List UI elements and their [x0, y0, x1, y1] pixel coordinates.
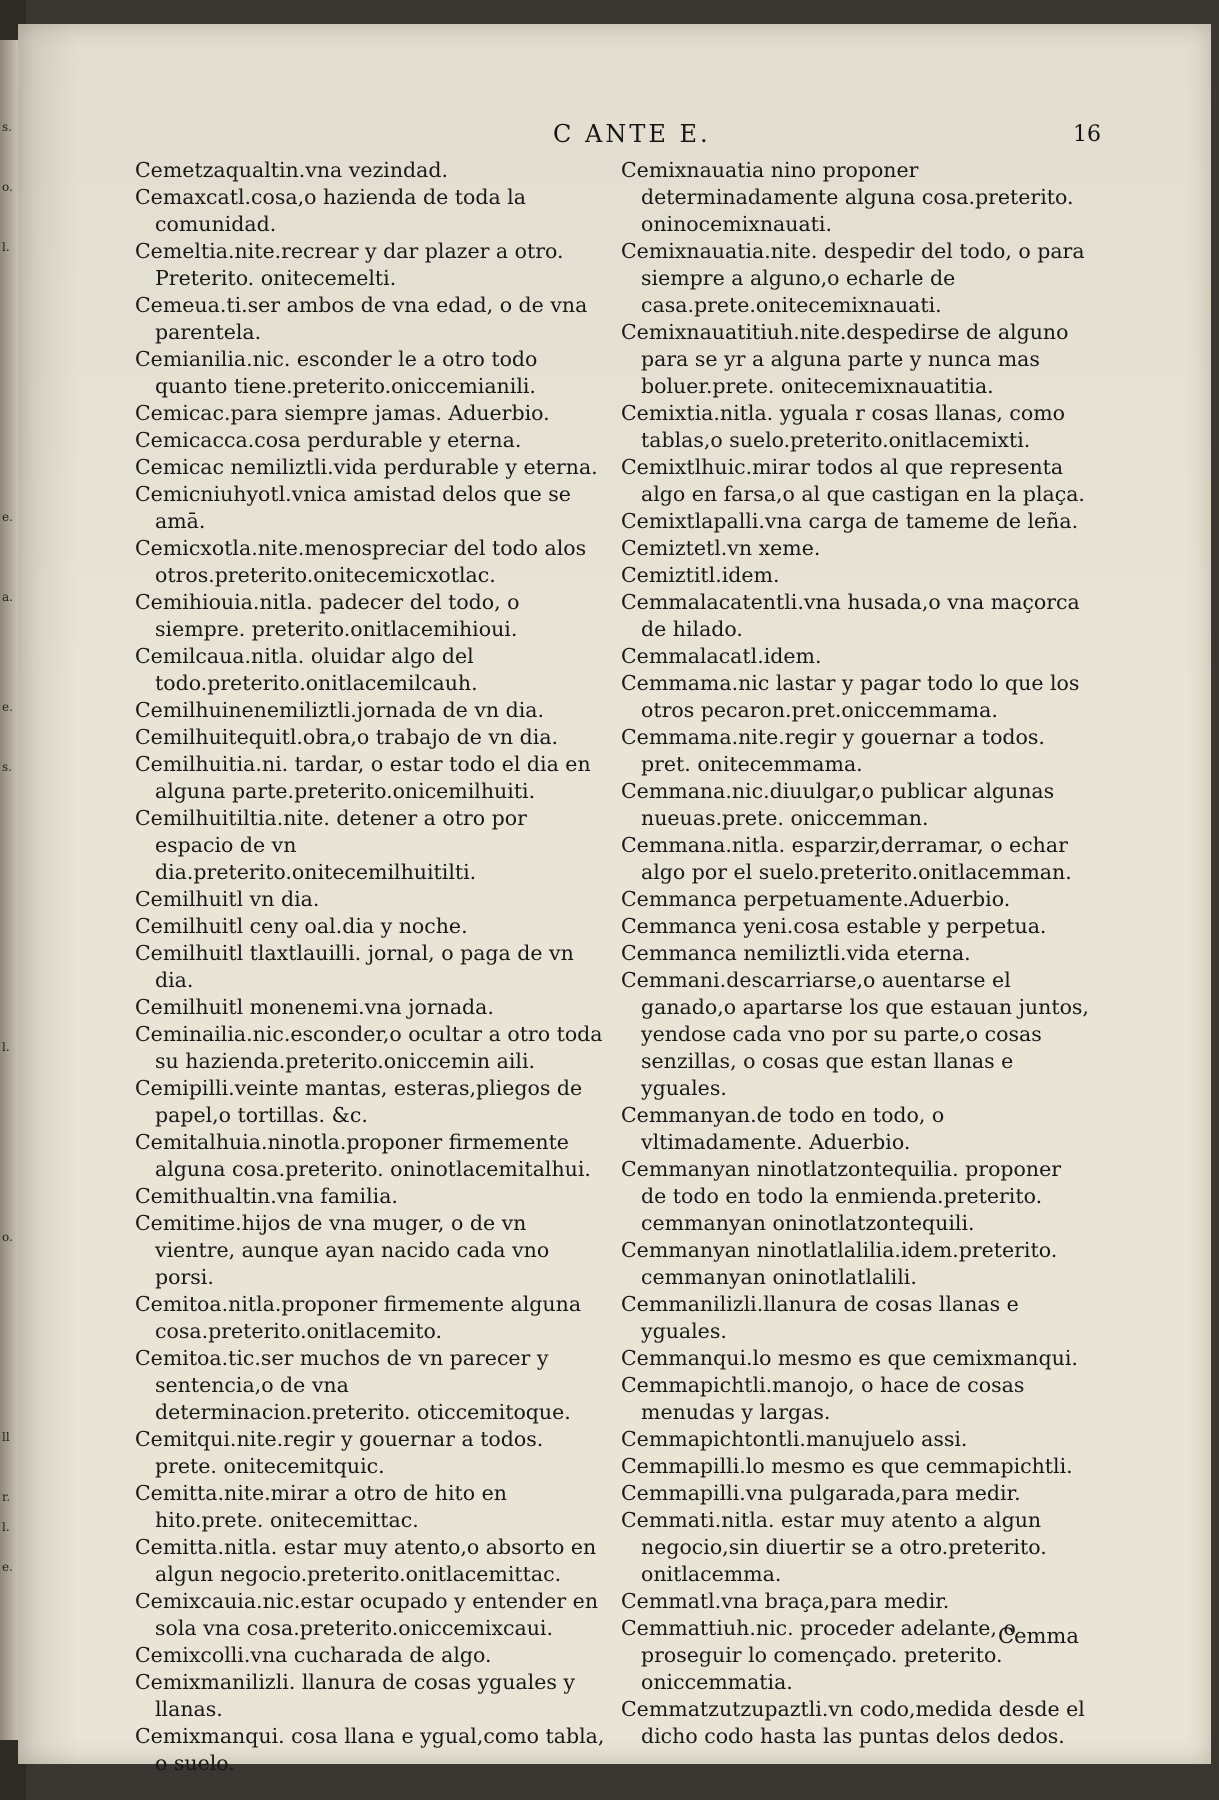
dictionary-entry: Cemmanca nemiliztli.vida eterna. — [621, 941, 971, 965]
dictionary-entry: Cemmatzutzupaztli.vn codo,medida desde el dicho codo hasta las puntas delos dedos. — [621, 1697, 1085, 1748]
dictionary-entry: Cemmanyan ninotlatzontequilia. proponer de todo en todo la enmienda.preterito. cemmanyan oninotlatzontequili. — [621, 1157, 1062, 1235]
margin-fragment: o. — [2, 180, 13, 194]
dictionary-entry: Cemihiouia.nitla. padecer del todo, o siempre. preterito.onitlacemihioui. — [135, 590, 520, 641]
dictionary-entry: Cemixnauatia nino proponer determinadamente alguna cosa.preterito. oninocemixnauati. — [621, 158, 1074, 236]
dictionary-entry: Cemmanilizli.llanura de cosas llanas e yguales. — [621, 1292, 1019, 1343]
dictionary-entry: Cemitalhuia.ninotla.proponer firmemente alguna cosa.preterito. oninotlacemitalhui. — [135, 1130, 591, 1181]
dictionary-entry: Cemmanca perpetuamente.Aduerbio. — [621, 887, 1011, 911]
dictionary-entry: Ceminailia.nic.esconder,o ocultar a otro toda su hazienda.preterito.oniccemin aili. — [135, 1022, 603, 1073]
dictionary-entry: Cemixnauatia.nite. despedir del todo, o para siempre a alguno,o echarle de casa.prete.onitecemixnauati. — [621, 239, 1085, 317]
dictionary-entry: Cemitta.nitla. estar muy atento,o absorto en algun negocio.preterito.onitlacemittac. — [135, 1535, 597, 1586]
dictionary-entry: Cemipilli.veinte mantas, esteras,pliegos de papel,o tortillas. &c. — [135, 1076, 583, 1127]
dictionary-entry: Cemicacca.cosa perdurable y eterna. — [135, 428, 522, 452]
dictionary-entry: Cemilhuitl vn dia. — [135, 887, 320, 911]
dictionary-entry: Cemixmanqui. cosa llana e ygual,como tabla, o suelo. — [135, 1724, 605, 1775]
dictionary-entry: Cemianilia.nic. esconder le a otro todo quanto tiene.preterito.oniccemianili. — [135, 347, 538, 398]
margin-fragment: ll — [2, 1430, 10, 1444]
dictionary-entry: Cemixnauatitiuh.nite.despedirse de alguno para se yr a alguna parte y nunca mas boluer.prete. onitecemixnauatitia. — [621, 320, 1069, 398]
dictionary-entry: Cemixtlapalli.vna carga de tameme de leña. — [621, 509, 1079, 533]
margin-fragment: s. — [2, 120, 12, 134]
margin-fragment: e. — [2, 1560, 13, 1574]
dictionary-entry: Cemilhuitl tlaxtlauilli. jornal, o paga de vn dia. — [135, 941, 574, 992]
dictionary-entry: Cemitqui.nite.regir y gouernar a todos. prete. onitecemitquic. — [135, 1427, 544, 1478]
dictionary-entry: Cemmapichtontli.manujuelo assi. — [621, 1427, 968, 1451]
dictionary-entry: Cemitoa.tic.ser muchos de vn parecer y sentencia,o de vna determinacion.preterito. oticcemitoque. — [135, 1346, 571, 1424]
dictionary-entry: Cemmama.nic lastar y pagar todo lo que los otros pecaron.pret.oniccemmama. — [621, 671, 1080, 722]
dictionary-entry: Cemmani.descarriarse,o auentarse el ganado,o apartarse los que estauan juntos, yendose cada vno por su parte,o cosas senzillas, o cosas que estan llanas e yguales. — [621, 968, 1089, 1100]
margin-fragment: o. — [2, 1230, 13, 1244]
dictionary-entry: Cemeua.ti.ser ambos de vna edad, o de vna parentela. — [135, 293, 588, 344]
margin-fragment: l. — [2, 1040, 10, 1054]
dictionary-entry: Cemmatl.vna braça,para medir. — [621, 1589, 950, 1613]
running-head: C ANTE E. — [553, 120, 711, 148]
dictionary-entry: Cemaxcatl.cosa,o hazienda de toda la comunidad. — [135, 185, 526, 236]
dictionary-entry: Cemiztetl.vn xeme. — [621, 536, 821, 560]
dictionary-entry: Cemithualtin.vna familia. — [135, 1184, 398, 1208]
folio-number: 16 — [1073, 122, 1101, 147]
dictionary-entry: Cemilcaua.nitla. oluidar algo del todo.preterito.onitlacemilcauh. — [135, 644, 478, 695]
dictionary-entry: Cemicac nemiliztli.vida perdurable y eterna. — [135, 455, 598, 479]
dictionary-entry: Cemixtlhuic.mirar todos al que representa algo en farsa,o al que castigan en la plaça. — [621, 455, 1085, 506]
dictionary-entry: Cemmama.nite.regir y gouernar a todos. pret. onitecemmama. — [621, 725, 1045, 776]
dictionary-entry: Cemicxotla.nite.menospreciar del todo alos otros.preterito.onitecemicxotlac. — [135, 536, 587, 587]
dictionary-entry: Cemilhuitiltia.nite. detener a otro por espacio de vn dia.preterito.onitecemilhuitilti. — [135, 806, 527, 884]
left-column — [135, 157, 605, 1777]
dictionary-entry: Cemetzaqualtin.vna vezindad. — [135, 158, 449, 182]
dictionary-entry: Cemmanyan.de todo en todo, o vltimadamente. Aduerbio. — [621, 1103, 945, 1154]
dictionary-entry: Cemmapilli.vna pulgarada,para medir. — [621, 1481, 1021, 1505]
page-header — [18, 100, 1211, 148]
dictionary-entry: Cemixmanilizli. llanura de cosas yguales y llanas. — [135, 1670, 575, 1721]
book-page — [18, 24, 1211, 1775]
dictionary-entry: Cemmati.nitla. estar muy atento a algun negocio,sin diuertir se a otro.preterito. onitlacemma. — [621, 1508, 1047, 1586]
dictionary-entry: Cemixcauia.nic.estar ocupado y entender en sola vna cosa.preterito.oniccemixcaui. — [135, 1589, 599, 1640]
margin-fragment: s. — [2, 760, 12, 774]
dictionary-entry: Cemicniuhyotl.vnica amistad delos que se amā. — [135, 482, 571, 533]
dictionary-entry: Cemitime.hijos de vna muger, o de vn vientre, aunque ayan nacido cada vno porsi. — [135, 1211, 550, 1289]
dictionary-entry: Cemmana.nic.diuulgar,o publicar algunas nueuas.prete. oniccemman. — [621, 779, 1055, 830]
dictionary-entry: Cemmanqui.lo mesmo es que cemixmanqui. — [621, 1346, 1078, 1370]
dictionary-entry: Cemeltia.nite.recrear y dar plazer a otro. Preterito. onitecemelti. — [135, 239, 564, 290]
dictionary-entry: Cemitta.nite.mirar a otro de hito en hito.prete. onitecemittac. — [135, 1481, 507, 1532]
dictionary-entry: Cemmattiuh.nic. proceder adelante, o proseguir lo començado. preterito. oniccemmatia. — [621, 1616, 1016, 1694]
dictionary-entry: Cemixcolli.vna cucharada de algo. — [135, 1643, 492, 1667]
margin-fragment: e. — [2, 510, 13, 524]
dictionary-entry: Cemmana.nitla. esparzir,derramar, o echar algo por el suelo.preterito.onitlacemman. — [621, 833, 1072, 884]
margin-fragment: e. — [2, 700, 13, 714]
dictionary-entry: Cemmanca yeni.cosa estable y perpetua. — [621, 914, 1047, 938]
dictionary-entry: Cemmalacatentli.vna husada,o vna maçorca de hilado. — [621, 590, 1080, 641]
dictionary-entry: Cemmanyan ninotlatlalilia.idem.preterito. cemmanyan oninotlatlalili. — [621, 1238, 1058, 1289]
margin-fragment: r. — [2, 1490, 11, 1504]
dictionary-entry: Cemmalacatl.idem. — [621, 644, 822, 668]
dictionary-entry: Cemilhuitl monenemi.vna jornada. — [135, 995, 494, 1019]
dictionary-entry: Cemilhuitia.ni. tardar, o estar todo el dia en alguna parte.preterito.onicemilhuiti. — [135, 752, 591, 803]
right-column — [621, 157, 1091, 1750]
margin-fragment: l. — [2, 240, 10, 254]
facing-page-margin — [0, 0, 18, 1800]
dictionary-entry: Cemilhuitequitl.obra,o trabajo de vn dia. — [135, 725, 559, 749]
dictionary-entry: Cemmapilli.lo mesmo es que cemmapichtli. — [621, 1454, 1073, 1478]
dictionary-entry: Cemilhuitl ceny oal.dia y noche. — [135, 914, 468, 938]
dictionary-entry: Cemicac.para siempre jamas. Aduerbio. — [135, 401, 550, 425]
margin-fragment: l. — [2, 1520, 10, 1534]
dictionary-entry: Cemitoa.nitla.proponer firmemente alguna cosa.preterito.onitlacemito. — [135, 1292, 582, 1343]
catchword: Cemma — [998, 1624, 1079, 1648]
dictionary-entry: Cemilhuinenemiliztli.jornada de vn dia. — [135, 698, 545, 722]
dictionary-entry: Cemixtia.nitla. yguala r cosas llanas, como tablas,o suelo.preterito.onitlacemixti. — [621, 401, 1065, 452]
margin-fragment: a. — [2, 590, 13, 604]
dictionary-entry: Cemmapichtli.manojo, o hace de cosas menudas y largas. — [621, 1373, 1025, 1424]
dictionary-entry: Cemiztitl.idem. — [621, 563, 780, 587]
